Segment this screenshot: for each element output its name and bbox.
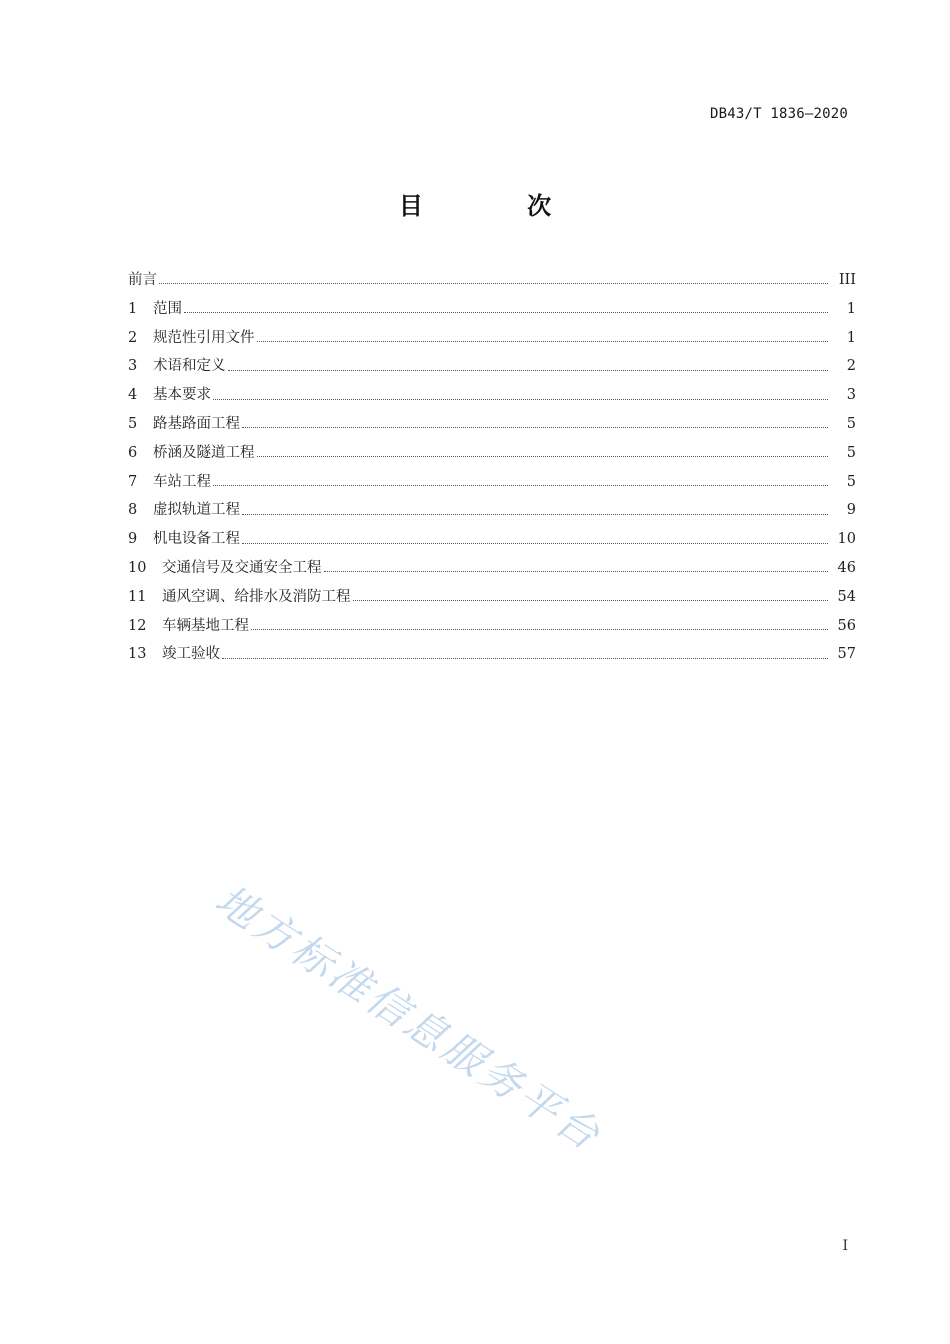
toc-leader-dots — [213, 484, 828, 486]
toc-entry-number: 12 — [128, 617, 147, 634]
toc-title: 目 次 — [398, 192, 600, 220]
toc-entry-label: 通风空调、给排水及消防工程 — [162, 588, 351, 605]
toc-entry-page: 46 — [837, 559, 856, 576]
toc-entry-number: 5 — [128, 415, 138, 432]
toc-entry-foreword[interactable] — [128, 266, 856, 295]
toc-leader-dots — [353, 599, 828, 601]
toc-entry-page: 3 — [846, 387, 856, 404]
watermark: 地方标准信息服务平台 — [206, 875, 611, 1161]
toc-entry-label: 基本要求 — [153, 387, 211, 404]
toc-entry-page: 5 — [846, 473, 856, 490]
toc-entry-label: 规范性引用文件 — [153, 329, 255, 346]
toc-leader-dots — [242, 513, 828, 515]
toc-leader-dots — [257, 340, 829, 342]
toc-entry-number: 6 — [128, 444, 138, 461]
toc-leader-dots — [324, 570, 828, 572]
toc-entry-10[interactable] — [128, 554, 856, 583]
toc-entry-8[interactable] — [128, 496, 856, 525]
toc-entry-label: 机电设备工程 — [153, 531, 240, 548]
toc-entry-page: 2 — [846, 358, 856, 375]
toc-entry-page: III — [838, 272, 856, 288]
toc-entry-page: 5 — [846, 444, 856, 461]
toc-entry-number: 8 — [128, 502, 138, 519]
toc-entry-page: 57 — [837, 646, 856, 663]
toc-entry-label: 竣工验收 — [162, 646, 220, 663]
toc-entry-label: 范围 — [153, 300, 182, 317]
toc-entry-label: 虚拟轨道工程 — [153, 502, 240, 519]
toc-entry-label: 桥涵及隧道工程 — [153, 444, 255, 461]
toc-leader-dots — [257, 455, 829, 457]
toc-entry-number: 10 — [128, 559, 147, 576]
toc-entry-label: 前言 — [128, 272, 157, 288]
toc-entry-13[interactable] — [128, 640, 856, 669]
document-code: DB43/T 1836—2020 — [709, 106, 848, 122]
toc-entry-page: 54 — [837, 588, 856, 605]
toc-entry-12[interactable] — [128, 612, 856, 641]
toc-entry-page: 5 — [846, 415, 856, 432]
toc-entry-page: 1 — [846, 300, 856, 317]
toc-entry-page: 9 — [846, 502, 856, 519]
toc-entry-11[interactable] — [128, 583, 856, 612]
toc-entry-number: 9 — [128, 531, 138, 548]
toc-leader-dots — [251, 628, 828, 630]
toc-entry-3[interactable] — [128, 352, 856, 381]
toc-entry-number: 7 — [128, 473, 138, 490]
toc-entry-page: 10 — [837, 531, 856, 548]
toc-leader-dots — [213, 398, 828, 400]
toc-leader-dots — [184, 311, 828, 313]
toc-entry-1[interactable] — [128, 295, 856, 324]
toc-entry-5[interactable] — [128, 410, 856, 439]
table-of-contents — [128, 266, 856, 669]
toc-entry-number: 4 — [128, 387, 138, 404]
toc-entry-number: 1 — [128, 300, 138, 317]
toc-entry-number: 2 — [128, 329, 138, 346]
toc-leader-dots — [228, 369, 829, 371]
page-number: I — [842, 1238, 848, 1254]
toc-entry-page: 56 — [837, 617, 856, 634]
toc-entry-page: 1 — [846, 329, 856, 346]
toc-leader-dots — [222, 657, 828, 659]
toc-entry-label: 车站工程 — [153, 473, 211, 490]
toc-leader-dots — [159, 282, 828, 284]
toc-leader-dots — [242, 426, 828, 428]
toc-entry-number: 13 — [128, 646, 147, 663]
toc-entry-label: 路基路面工程 — [153, 415, 240, 432]
toc-entry-6[interactable] — [128, 439, 856, 468]
toc-entry-number: 11 — [128, 588, 147, 605]
toc-entry-number: 3 — [128, 358, 138, 375]
toc-entry-label: 术语和定义 — [153, 358, 226, 375]
toc-entry-2[interactable] — [128, 324, 856, 353]
toc-entry-label: 交通信号及交通安全工程 — [162, 559, 322, 576]
toc-entry-4[interactable] — [128, 381, 856, 410]
toc-entry-9[interactable] — [128, 525, 856, 554]
toc-entry-label: 车辆基地工程 — [162, 617, 249, 634]
toc-entry-7[interactable] — [128, 468, 856, 497]
toc-leader-dots — [242, 542, 828, 544]
